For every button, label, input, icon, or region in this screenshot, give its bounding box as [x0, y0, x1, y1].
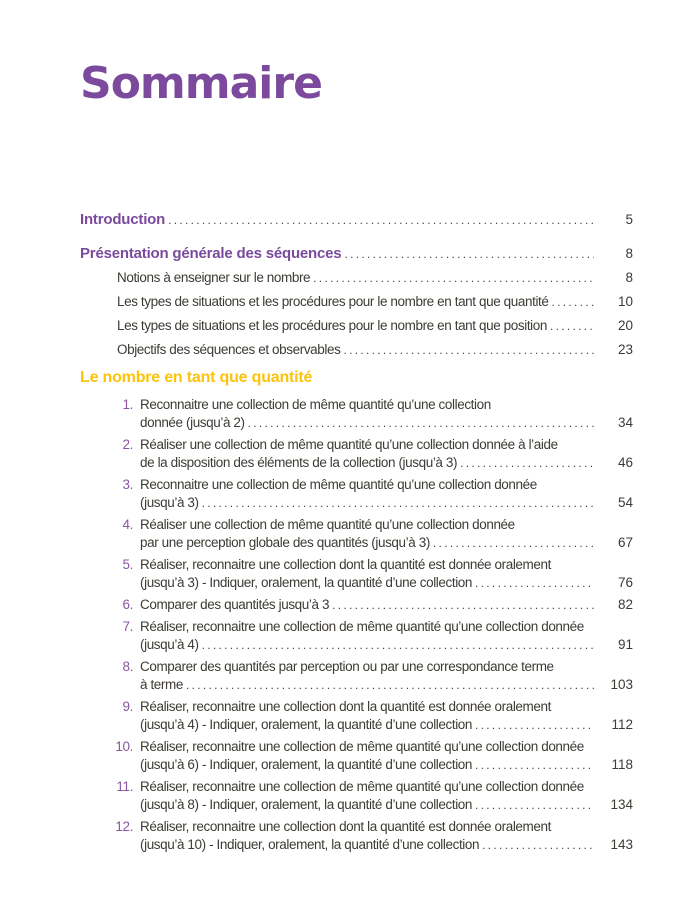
item-line1: Réaliser, reconnaitre une collection de même quantité qu’une collection donnée — [140, 739, 584, 754]
dot-leader — [202, 636, 594, 654]
item-line2-row — [140, 494, 633, 512]
item-body — [140, 516, 633, 552]
toc-entry-label: Introduction — [80, 211, 166, 228]
page-number: 54 — [617, 495, 633, 510]
toc-subentry-objectifs — [80, 338, 633, 362]
item-body — [140, 778, 633, 814]
dot-leader — [433, 534, 594, 552]
toc-subentry-types-position — [80, 314, 633, 338]
item-line2: de la disposition des éléments de la collection (jusqu’à 3) — [140, 455, 458, 470]
item-line1: Réaliser, reconnaitre une collection dont la quantité est donnée oralement — [140, 557, 551, 572]
page-number: 8 — [625, 246, 633, 261]
page-number: 118 — [611, 757, 633, 772]
dot-leader — [186, 676, 594, 694]
item-line2-row — [140, 454, 633, 472]
dot-leader — [475, 796, 594, 814]
item-line2-row — [140, 636, 633, 654]
item-body — [140, 476, 633, 512]
item-line2-row — [140, 574, 633, 592]
item-line2: (jusqu’à 6) - Indiquer, oralement, la quantité d’une collection — [140, 757, 473, 772]
toc-item-8 — [80, 658, 633, 694]
page-number: 20 — [617, 318, 633, 333]
dot-leader — [482, 836, 594, 854]
toc-item-1 — [80, 396, 633, 432]
dot-leader — [343, 338, 594, 362]
dot-leader — [332, 596, 594, 614]
item-number: 8. — [122, 659, 133, 674]
toc-item-11 — [80, 778, 633, 814]
item-line2: (jusqu’à 4) — [140, 637, 199, 652]
item-line2: donnée (jusqu’à 2) — [140, 415, 245, 430]
toc-top-section — [80, 208, 633, 362]
section-heading-nombre-quantite: Le nombre en tant que quantité — [80, 369, 313, 386]
dot-leader — [344, 242, 594, 266]
toc-item-2 — [80, 436, 633, 472]
item-number: 7. — [122, 619, 133, 634]
toc-entry-label: Les types de situations et les procédures pour le nombre en tant que position — [117, 318, 547, 333]
toc-entry-presentation — [80, 242, 633, 266]
toc-item-12 — [80, 818, 633, 854]
item-line1: Réaliser, reconnaitre une collection de même quantité qu’une collection donnée — [140, 619, 584, 634]
toc-item-4 — [80, 516, 633, 552]
item-line1: Réaliser, reconnaitre une collection dont la quantité est donnée oralement — [140, 699, 551, 714]
item-line1: Comparer des quantités jusqu’à 3 — [140, 597, 330, 612]
dot-leader — [550, 314, 594, 338]
toc-item-3 — [80, 476, 633, 512]
dot-leader — [475, 716, 594, 734]
item-line2-row — [140, 836, 633, 854]
item-line2-row — [140, 676, 633, 694]
dot-leader — [475, 574, 594, 592]
page-number: 134 — [610, 797, 633, 812]
toc-item-10 — [80, 738, 633, 774]
page-number: 112 — [611, 717, 633, 732]
toc-entry-label: Notions à enseigner sur le nombre — [117, 270, 311, 285]
toc-entry-introduction — [80, 208, 633, 232]
item-line2: (jusqu’à 8) - Indiquer, oralement, la quantité d’une collection — [140, 797, 473, 812]
item-number: 3. — [122, 477, 133, 492]
item-line2: à terme — [140, 677, 183, 692]
item-line2: (jusqu’à 4) - Indiquer, oralement, la quantité d’une collection — [140, 717, 473, 732]
item-number: 5. — [122, 557, 133, 572]
item-line2: par une perception globale des quantités (jusqu’à 3) — [140, 535, 430, 550]
item-body — [140, 596, 633, 614]
toc-item-7 — [80, 618, 633, 654]
toc-subentry-types-quantite — [80, 290, 633, 314]
toc-item-9 — [80, 698, 633, 734]
page-number: 10 — [617, 294, 633, 309]
item-body — [140, 618, 633, 654]
item-number: 9. — [122, 699, 133, 714]
item-body — [140, 556, 633, 592]
page-number: 46 — [617, 455, 633, 470]
page-number: 23 — [617, 342, 633, 357]
item-line1: Réaliser, reconnaitre une collection dont la quantité est donnée oralement — [140, 819, 551, 834]
item-number: 10. — [115, 739, 133, 754]
dot-leader — [248, 414, 594, 432]
item-body — [140, 738, 633, 774]
page-number: 82 — [617, 597, 633, 612]
item-body — [140, 396, 633, 432]
toc-entry-label: Présentation générale des séquences — [80, 245, 342, 262]
page-title: Sommaire — [80, 58, 322, 109]
item-number: 12. — [115, 819, 133, 834]
page-number: 67 — [617, 535, 633, 550]
page-number: 34 — [617, 415, 633, 430]
item-line1: Reconnaitre une collection de même quantité qu’une collection — [140, 397, 491, 412]
item-line2: (jusqu’à 3) — [140, 495, 199, 510]
item-line1: Reconnaitre une collection de même quantité qu’une collection donnée — [140, 477, 537, 492]
item-line1-row — [140, 596, 633, 614]
item-line1: Comparer des quantités par perception ou par une correspondance terme — [140, 659, 554, 674]
toc-entry-label: Objectifs des séquences et observables — [117, 342, 341, 357]
item-number: 6. — [122, 597, 133, 612]
item-line1: Réaliser, reconnaitre une collection de même quantité qu’une collection donnée — [140, 779, 584, 794]
page-number: 76 — [617, 575, 633, 590]
dot-leader — [202, 494, 594, 512]
dot-leader — [168, 208, 594, 232]
dot-leader — [475, 756, 594, 774]
numbered-toc-list — [80, 396, 633, 854]
toc-item-5 — [80, 556, 633, 592]
page-number: 8 — [625, 270, 633, 285]
page-number: 143 — [610, 837, 633, 852]
item-line2-row — [140, 716, 633, 734]
item-line2-row — [140, 534, 633, 552]
item-line1: Réaliser une collection de même quantité qu’une collection donnée à l’aide — [140, 437, 558, 452]
page-number: 103 — [610, 677, 633, 692]
item-number: 11. — [116, 779, 133, 794]
item-line2: (jusqu’à 3) - Indiquer, oralement, la quantité d’une collection — [140, 575, 473, 590]
dot-leader — [460, 454, 594, 472]
item-body — [140, 436, 633, 472]
item-line1: Réaliser une collection de même quantité qu’une collection donnée — [140, 517, 515, 532]
item-number: 1. — [122, 397, 133, 412]
toc-entry-label: Les types de situations et les procédures pour le nombre en tant que quantité — [117, 294, 549, 309]
item-line2-row — [140, 796, 633, 814]
dot-leader — [313, 266, 594, 290]
toc-subentry-notions — [80, 266, 633, 290]
dot-leader — [552, 290, 595, 314]
item-line2-row — [140, 756, 633, 774]
item-body — [140, 818, 633, 854]
page-number: 5 — [625, 212, 633, 227]
item-line2-row — [140, 414, 633, 432]
item-body — [140, 698, 633, 734]
item-line2: (jusqu’à 10) - Indiquer, oralement, la quantité d’une collection — [140, 837, 480, 852]
toc-item-6 — [80, 596, 633, 614]
item-number: 2. — [122, 437, 133, 452]
page-number: 91 — [617, 637, 633, 652]
item-body — [140, 658, 633, 694]
item-number: 4. — [122, 517, 133, 532]
